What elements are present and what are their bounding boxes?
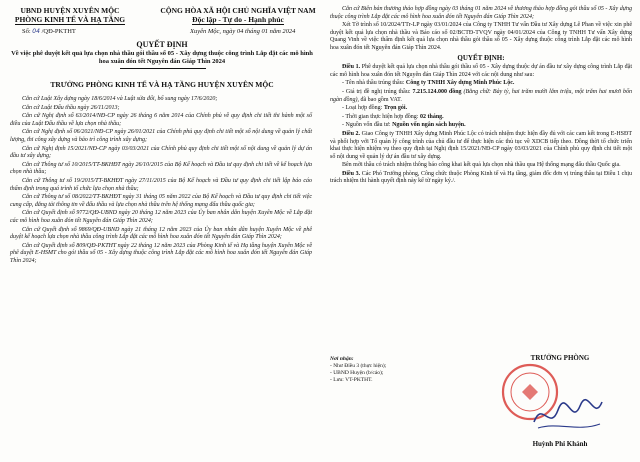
document-number [22,28,76,35]
price-tail: đã bao gồm VAT. [360,96,402,103]
issue-date: Xuyên Mộc, ngày 04 tháng 01 năm 2024 [190,28,296,35]
article-3 [330,171,632,186]
fund-value: Nguồn vốn ngân sách huyện. [392,122,466,129]
fund-line [330,122,632,130]
time-value: 02 tháng. [419,113,444,120]
article-3-text: Các Phó Trưởng phòng, Công chức thuộc Phòng Kinh tế và Hạ tầng, giám đốc đơn vị trúng thầu tại Điều 1 chịu trách nhiệm thi hành quyết định này kể từ ngày ký./. [330,170,633,185]
document-subtitle: Về việc phê duyệt kết quả lựa chọn nhà thầu gói thầu số 05 - Xây dựng thuộc công trình Lắp đặt các mô hình hoa xuân đón tết Nguyên đán Giáp Thìn 2024 [11,50,313,65]
legal-bases [10,96,312,266]
legal-basis: Căn cứ Thông tư số 08/2022/TT-BKHĐT ngày 31 tháng 05 năm 2022 của Bộ Kế hoạch và Đầu tư quy định chi tiết việc cung cấp, đăng tải thông tin về đấu thầu và lựa chọn nhà thầu trên hệ thống mạng đấu thầu quốc gia; [10,194,312,208]
recipients-block [330,356,460,384]
legal-basis: Căn cứ Thông tư số 19/2015/TT-BKHĐT ngày 27/11/2015 của Bộ Kế hoạch và Đầu tư quy định chi tiết lập báo cáo thẩm định trong quá trình tổ chức lựa chọn nhà thầu; [10,177,312,192]
legal-basis: Căn cứ Thông tư số 10/2015/TT-BKHĐT ngày 26/10/2015 của Bộ Kế hoạch và Đầu tư quy định chi tiết về kế hoạch lựa chọn nhà thầu; [10,161,312,176]
issuer-line-2: PHÒNG KINH TẾ VÀ HẠ TẦNG [14,15,126,24]
price-label: - Giá trị đề nghị trúng thầu: [342,88,411,95]
issuing-authority: TRƯỞNG PHÒNG KINH TẾ VÀ HẠ TẦNG HUYỆN XUYÊN MỘC [50,80,274,89]
contract-value: Trọn gói. [383,105,408,112]
number-prefix: Số: [22,28,31,35]
recipient-item: - Như Điều 3 (thực hiện); [330,363,387,369]
article-2-label: Điều 2. [342,130,361,137]
contract-label: - Loại hợp đồng: [342,105,383,112]
issuer-header [6,6,134,25]
price-line [330,89,632,104]
title-divider [120,68,206,69]
time-line [330,114,632,122]
time-label: - Thời gian thực hiện hợp đồng: [342,113,419,120]
legal-basis: Căn cứ Quyết định số 9772/QĐ-UBND ngày 20 tháng 12 năm 2023 của Ủy ban nhân dân huyện Xuyên Mộc về Lắp đặt các mô hình hoa xuân đón tết Nguyên đán Giáp Thìn 2024; [10,210,312,224]
signer-name: Huỳnh Phi Khánh [532,440,588,448]
legal-basis: Căn cứ Biên bản thương thảo hợp đồng ngày 03 tháng 01 năm 2024 về thương thảo hợp đồng gói thầu số 05 - Xây dựng thuộc công trình Lắp đặt các mô hình hoa xuân đón tết Nguyên đán Giáp Thìn 2024; [330,6,632,20]
price-words: (Bằng chữ: Bảy tỷ, hai trăm mười lăm triệu, một trăm hai mươi bốn ngàn đồng), [330,88,632,103]
handwritten-number: 04 [32,28,40,35]
document-title: QUYẾT ĐỊNH [136,40,188,49]
winner-line [330,80,632,88]
fund-label: - Nguồn vốn đầu tư: [342,122,391,129]
number-suffix: /QĐ-PKTHT [41,28,76,35]
signature-scribble-icon [528,392,608,436]
national-header [150,6,326,25]
article-2-notice: Bên mời thầu có trách nhiệm thông báo công khai kết quả lựa chọn nhà thầu qua Hệ thống mạng đấu thầu Quốc gia. [342,162,621,169]
national-motto: Độc lập - Tự do - Hạnh phúc [192,15,284,24]
winner-label: - Tên nhà thầu trúng thầu: [342,80,405,87]
submission-note: Xét Tờ trình số 10/2024/TTr-LP ngày 03/01/2024 của Công ty TNHH Tư vấn Đầu tư Xây dựng Lê Phan về việc xin phê duyệt kết quả lựa chọn nhà thầu và Báo cáo số 02/BCTĐ-TVQV ngày 04/01/2024 của Công ty TNHH Tư vấn Xây dựng Quang Vinh về việc thẩm định kết quả lựa chọn nhà thầu gói thầu số 05 - Xây dựng thuộc công trình Lắp đặt các mô hình hoa xuân đón tết Nguyên đán Giáp Thìn 2024. [330,22,632,51]
winner-name: Công ty TNHH Xây dựng Minh Phúc Lộc. [405,80,515,87]
legal-basis: Căn cứ Quyết định số 9869/QĐ-UBND ngày 21 tháng 12 năm 2023 của Ủy ban nhân dân huyện Xuyên Mộc về phê duyệt kế hoạch lựa chọn nhà thầu công trình Lắp đặt các mô hình hoa xuân đón tết Nguyên đán Giáp Thìn 2024; [10,226,312,241]
contract-line [330,105,632,113]
recipient-item: - UBND Huyện (b/cáo); [330,370,384,376]
legal-basis: Căn cứ Luật Đấu thầu ngày 26/11/2013; [22,104,120,111]
recipient-item: - Lưu: VT-PKTHT. [330,377,373,383]
right-column-text [330,6,632,187]
article-1 [330,64,632,79]
article-1-text: Phê duyệt kết quả lựa chọn nhà thầu gói thầu số 05 - Xây dựng thuộc dự án đầu tư xây dựng công trình Lắp đặt các mô hình hoa xuân đón tết Nguyên đán Giáp Thìn 2024 với các nội dung như sau: [330,64,633,78]
decides-heading: QUYẾT ĐỊNH: [457,53,505,62]
recipients-heading: Nơi nhận: [330,356,354,362]
legal-basis: Căn cứ Nghị định số 06/2021/NĐ-CP ngày 26/01/2021 của Chính phủ quy định chi tiết một số nội dung về quản lý chất lượng, thi công xây dựng và bảo trì công trình xây dựng; [10,129,312,143]
article-2 [330,131,632,161]
signer-position: TRƯỞNG PHÒNG [530,354,590,362]
legal-basis: Căn cứ Nghị định số 63/2014/NĐ-CP ngày 26 tháng 6 năm 2014 của Chính phủ về quy định chi tiết thi hành một số điều của Luật Đấu thầu về lựa chọn nhà thầu; [10,113,312,127]
article-2-text: Giao Công ty TNHH Xây dựng Minh Phúc Lộc có trách nhiệm thực hiện đầy đủ với các cam kết trong E-HSĐT và phối hợp với Tổ quản lý công trình của chủ đầu tư để thực hiện các thủ tục về XDCB tiếp theo. Đồng thời tổ chức triển khai thực hiện nhiệm vụ theo quy định tại Nghị định 15/2021/NĐ-CP ngày 03/03/2021 của Chính phủ quy định chi tiết một số nội dung về quản lý dự án đầu tư xây dựng. [330,130,633,160]
national-title: CỘNG HÒA XÃ HỘI CHỦ NGHĨA VIỆT NAM [160,6,316,15]
price-value: 7.215.124.000 đồng [412,88,462,95]
article-3-label: Điều 3. [342,170,361,177]
article-1-label: Điều 1. [342,64,361,71]
issuer-line-1: UBND HUYỆN XUYÊN MỘC [20,6,120,15]
legal-basis: Căn cứ Quyết định số 809/QĐ-PKTHT ngày 22 tháng 12 năm 2023 của Phòng Kinh tế và Hạ tầng huyện Xuyên Mộc về phê duyệt E-HSMT cho gói thầu số 05 - Xây dựng thuộc công trình Lắp đặt các mô hình hoa xuân đón tết Nguyên đán Giáp Thìn 2024; [10,242,312,264]
legal-basis: Căn cứ Nghị định 15/2021/NĐ-CP ngày 03/03/2021 của Chính phủ quy định chi tiết một số nội dung về quản lý dự án đầu tư xây dựng; [10,145,312,160]
legal-basis: Căn cứ Luật Xây dựng ngày 18/6/2014 và Luật sửa đổi, bổ sung ngày 17/6/2020; [22,96,218,102]
